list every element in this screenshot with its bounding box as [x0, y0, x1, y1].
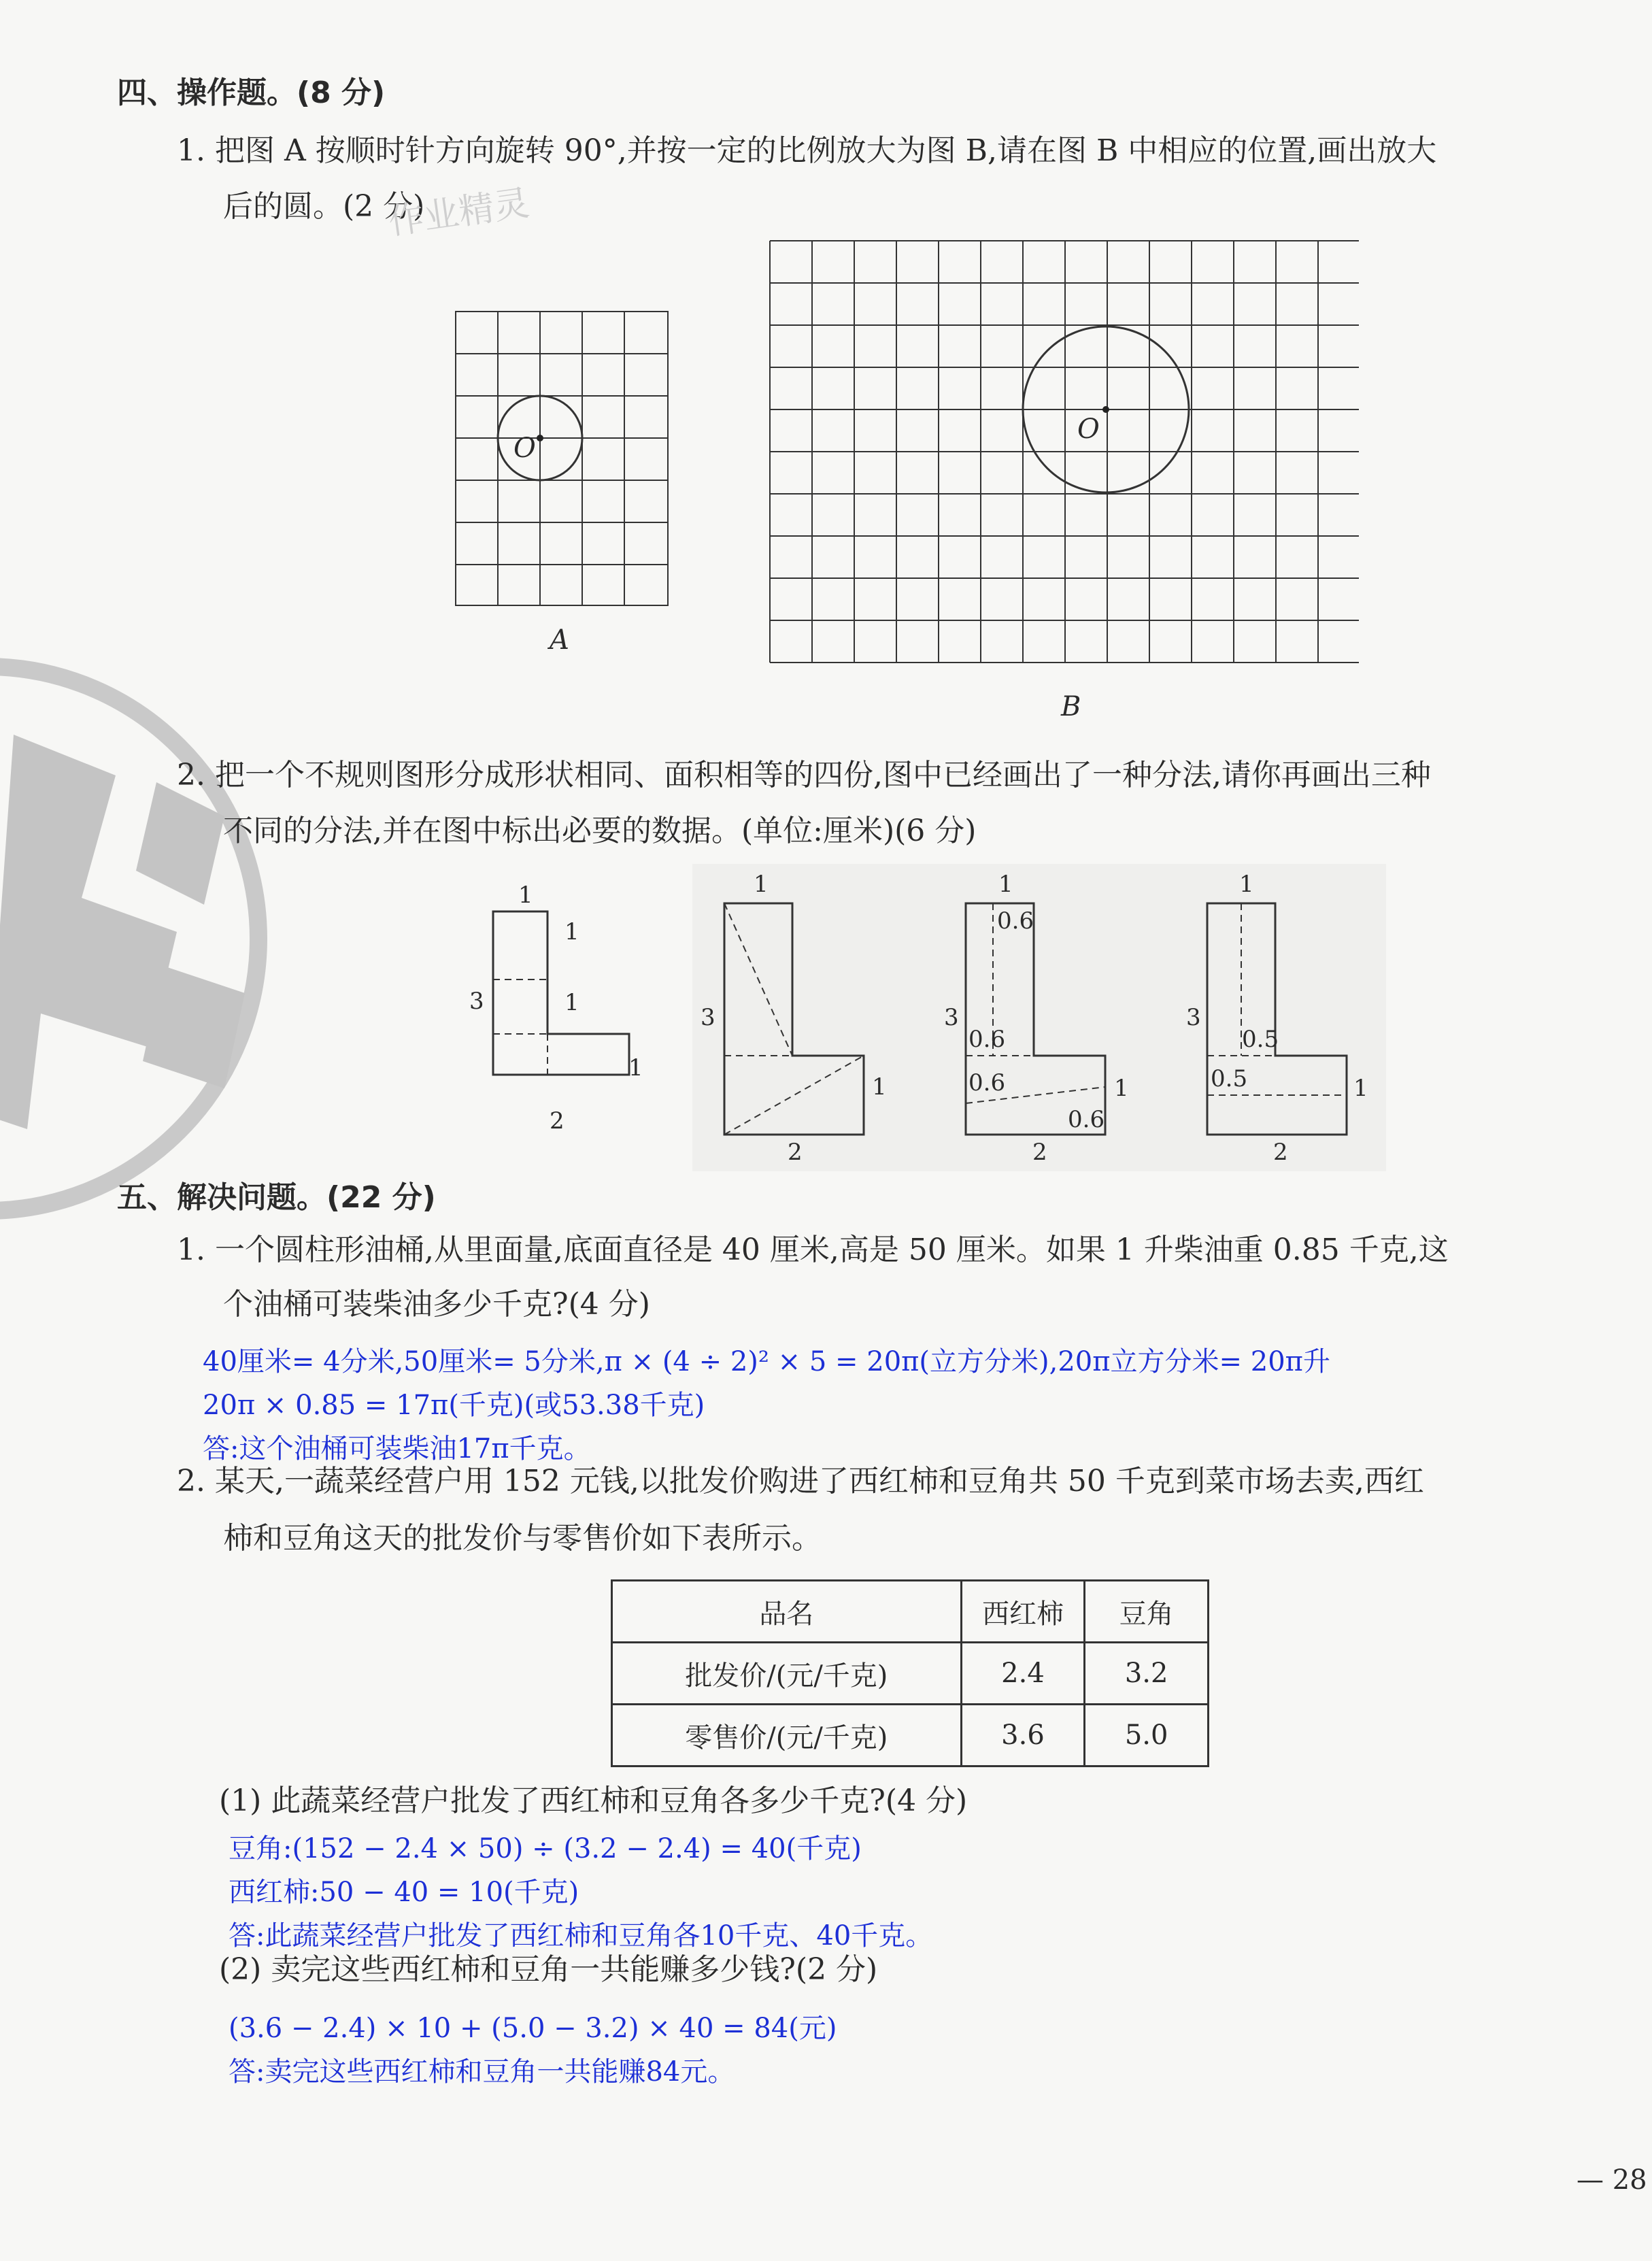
s5-q2-sub1-answer-1: 豆角:(152 − 2.4 × 50) ÷ (3.2 − 2.4) = 40(千克) [229, 1833, 862, 1864]
orig-top-label: 1 [518, 882, 533, 909]
figure-a-caption: A [550, 624, 569, 656]
th-bean: 豆角 [1085, 1581, 1209, 1643]
ans2-left-label: 3 [944, 1004, 959, 1031]
s5-q2-sub2-answer-2: 答:卖完这些西红柿和豆角一共能赚84元。 [229, 2056, 735, 2088]
ans2-right-label: 1 [1114, 1075, 1129, 1102]
row-wholesale-tomato: 2.4 [961, 1643, 1085, 1705]
s5-q1-line2: 个油桶可装柴油多少千克?(4 分) [223, 1287, 650, 1322]
s5-q2-sub1: (1) 此蔬菜经营户批发了西红柿和豆角各多少千克?(4 分) [219, 1783, 968, 1818]
th-tomato: 西红柿 [961, 1581, 1085, 1643]
ans3-left-label: 3 [1186, 1004, 1201, 1031]
orig-left-label: 3 [469, 988, 484, 1015]
row-retail-label: 零售价/(元/千克) [612, 1705, 962, 1766]
shape-answer-3 [1194, 877, 1398, 1150]
ans2-bottom-label: 2 [1032, 1139, 1047, 1166]
row-retail-tomato: 3.6 [961, 1705, 1085, 1766]
s5-q2-line2: 柿和豆角这天的批发价与零售价如下表所示。 [223, 1521, 822, 1556]
s5-q2-sub2-answer-1: (3.6 − 2.4) × 10 + (5.0 − 3.2) × 40 = 84(元) [229, 2013, 837, 2044]
ans3-right-label: 1 [1353, 1075, 1368, 1102]
figure-b-grid [769, 239, 1359, 676]
ans1-left-label: 3 [701, 1004, 715, 1031]
row-wholesale-bean: 3.2 [1085, 1643, 1209, 1705]
ans1-top-label: 1 [754, 871, 769, 898]
s4-q1-line2: 后的圆。(2 分) [223, 189, 425, 224]
th-name: 品名 [612, 1581, 962, 1643]
shape-answer-2 [952, 877, 1156, 1150]
table-row [612, 1643, 1209, 1705]
ans3-bottom-label: 2 [1273, 1139, 1288, 1166]
s5-q2-sub1-answer-3: 答:此蔬菜经营户批发了西红柿和豆角各10千克、40千克。 [229, 1920, 933, 1952]
section5-title: 五、解决问题。(22 分) [117, 1180, 436, 1215]
s5-q1-line1: 1. 一个圆柱形油桶,从里面量,底面直径是 40 厘米,高是 50 厘米。如果 1 升柴油重 0.85 千克,这 [177, 1233, 1449, 1267]
ans2-label-06-mid: 0.6 [968, 1069, 1006, 1096]
section4-title: 四、操作题。(8 分) [117, 76, 386, 110]
ans2-label-06-bottom: 0.6 [1068, 1106, 1105, 1133]
price-table [611, 1579, 1209, 1767]
watermark: 作业精灵 [386, 182, 532, 244]
ans2-label-06-left: 0.6 [968, 1026, 1006, 1053]
row-wholesale-label: 批发价/(元/千克) [612, 1643, 962, 1705]
figure-a-center-label: O [513, 433, 536, 464]
s5-q1-answer-2: 20π × 0.85 = 17π(千克)(或53.38千克) [203, 1390, 705, 1421]
s5-q1-answer-1: 40厘米= 4分米,50厘米= 5分米,π × (4 ÷ 2)² × 5 = 20π(立方分米),20π立方分米= 20π升 [203, 1346, 1330, 1377]
s5-q1-answer-3: 答:这个油桶可装柴油17π千克。 [203, 1433, 591, 1464]
price-table-header [612, 1581, 1209, 1643]
s5-q2-sub1-answer-2: 西红柿:50 − 40 = 10(千克) [229, 1877, 579, 1908]
ans1-right-label: 1 [872, 1073, 887, 1101]
row-retail-bean: 5.0 [1085, 1705, 1209, 1766]
s4-q2-line1: 2. 把一个不规则图形分成形状相同、面积相等的四份,图中已经画出了一种分法,请你再画出三种 [177, 758, 1431, 792]
orig-right-low-label: 1 [628, 1054, 643, 1082]
figure-b-caption: B [1061, 691, 1081, 722]
s5-q2-line1: 2. 某天,一蔬菜经营户用 152 元钱,以批发价购进了西红柿和豆角共 50 千克到菜市场去卖,西红 [177, 1464, 1424, 1498]
ans3-label-05-mid: 0.5 [1211, 1065, 1248, 1092]
shape-answer-1 [707, 877, 911, 1150]
figure-a-grid [454, 310, 671, 609]
page-number: — 28 [1577, 2164, 1647, 2196]
orig-right-mid-label: 1 [564, 989, 579, 1016]
ans2-top-label: 1 [998, 871, 1013, 898]
ans3-label-05-top: 0.5 [1242, 1026, 1279, 1053]
orig-bottom-label: 2 [550, 1107, 564, 1135]
figure-b-center-label: O [1077, 414, 1100, 445]
ans3-top-label: 1 [1239, 871, 1254, 898]
s4-q2-line2: 不同的分法,并在图中标出必要的数据。(单位:厘米)(6 分) [223, 814, 977, 848]
ans1-bottom-label: 2 [788, 1139, 803, 1166]
ans2-label-06-top: 0.6 [997, 907, 1034, 935]
s4-q1-line1: 1. 把图 A 按顺时针方向旋转 90°,并按一定的比例放大为图 B,请在图 B 中相应的位置,画出放大 [177, 133, 1437, 168]
s5-q2-sub2: (2) 卖完这些西红柿和豆角一共能赚多少钱?(2 分) [219, 1952, 878, 1987]
table-row [612, 1705, 1209, 1766]
orig-right-top-label: 1 [564, 918, 579, 945]
